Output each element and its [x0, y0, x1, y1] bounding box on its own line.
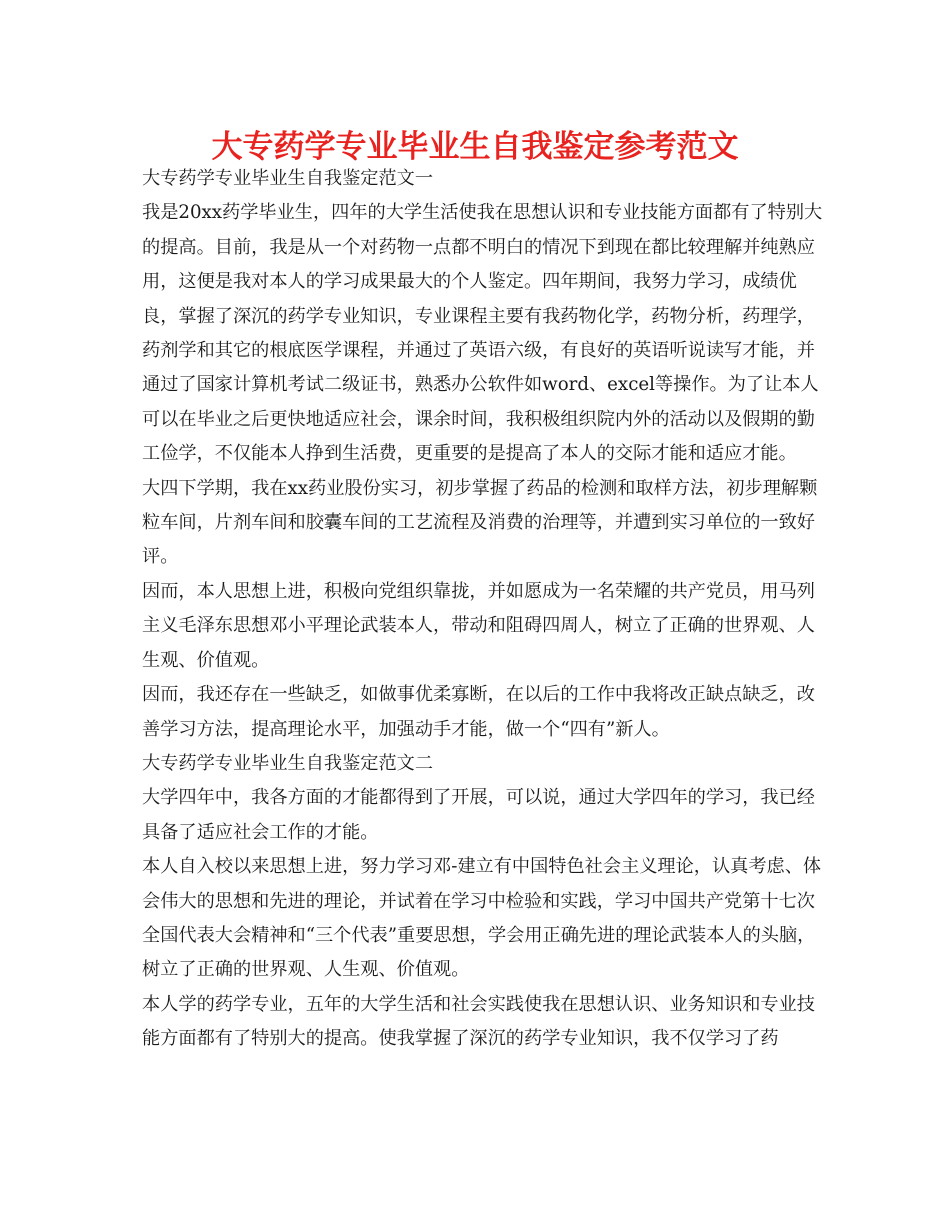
- paragraph: 因而，我还存在一些缺乏，如做事优柔寡断，在以后的工作中我将改正缺点缺乏，改善学习方法，提高理论水平，加强动手才能，做一个“四有”新人。: [142, 684, 815, 740]
- document-title: 大专药学专业毕业生自我鉴定参考范文: [211, 129, 739, 165]
- section-heading: 大专药学专业毕业生自我鉴定范文二: [142, 752, 434, 774]
- paragraph: 大学四年中，我各方面的才能都得到了开展，可以说，通过大学四年的学习，我已经具备了适应社会工作的才能。: [142, 787, 815, 843]
- paragraph: 因而，本人思想上进，积极向党组织靠拢，并如愿成为一名荣耀的共产党员，用马列主义毛泽东思想邓小平理论武装本人，带动和阻碍四周人，树立了正确的世界观、人生观、价值观。: [142, 580, 815, 671]
- section-heading: 大专药学专业毕业生自我鉴定范文一: [142, 168, 434, 189]
- paragraph: 我是20xx药学毕业生，四年的大学生活使我在思想认识和专业技能方面都有了特别大的提高。目前，我是从一个对药物一点都不明白的情况下到现在都比较理解并纯熟应用，这便是我对本人的学习成果最大的个人鉴定。四年期间，我努力学习，成绩优良，掌握了深沉的药学专业知识，专业课程主要有我药物化学，药物分析，药理学，药剂学和其它的根底医学课程，并通过了英语六级，有良好的英语听说读写才能，并通过了国家计算机考试二级证书，熟悉办公软件如word、excel等操作。为了让本人可以在毕业之后更快地适应社会，课余时间，我积极组织院内外的活动以及假期的勤工俭学，不仅能本人挣到生活费，更重要的是提高了本人的交际才能和适应才能。: [142, 202, 823, 465]
- document-body: [142, 162, 832, 1057]
- paragraph: 本人自入校以来思想上进，努力学习邓-建立有中国特色社会主义理论，认真考虑、体会伟大的思想和先进的理论，并试着在学习中检验和实践，学习中国共产党第十七次全国代表大会精神和“三个代表”重要思想，学会用正确先进的理论武装本人的头脑，树立了正确的世界观、人生观、价值观。: [142, 856, 822, 981]
- paragraph: 本人学的药学专业，五年的大学生活和社会实践使我在思想认识、业务知识和专业技能方面都有了特别大的提高。使我掌握了深沉的药学专业知识，我不仅学习了药: [142, 993, 815, 1050]
- paragraph: 大四下学期，我在xx药业股份实习，初步掌握了药品的检测和取样方法，初步理解颗粒车间，片剂车间和胶囊车间的工艺流程及消费的治理等，并遭到实习单位的一致好评。: [142, 477, 818, 568]
